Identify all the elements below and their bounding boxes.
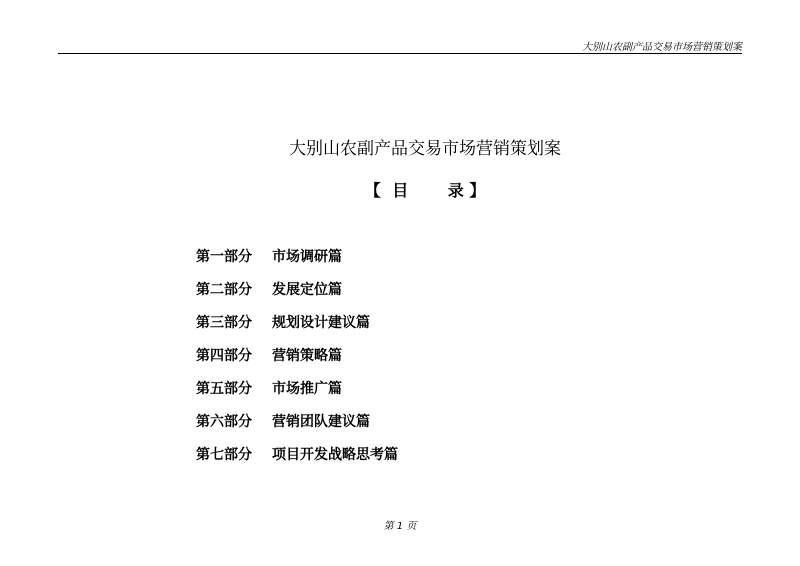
toc-part: 第二部分 xyxy=(196,282,252,298)
toc-name: 项目开发战略思考篇 xyxy=(272,447,398,463)
document-title: 大别山农副产品交易市场营销策划案 xyxy=(289,139,561,159)
toc-close-bracket: 】 xyxy=(469,181,486,200)
toc-heading-word2: 录 xyxy=(447,181,464,200)
toc-item xyxy=(196,312,370,332)
toc-open-bracket: 【 xyxy=(364,181,381,200)
toc-name: 规划设计建议篇 xyxy=(272,315,370,331)
toc-part: 第四部分 xyxy=(196,348,252,364)
page-number: 第 1 页 xyxy=(383,521,417,532)
toc-name: 市场推广篇 xyxy=(272,381,342,397)
toc-name: 发展定位篇 xyxy=(272,282,342,298)
toc-name: 市场调研篇 xyxy=(272,249,342,265)
toc-heading xyxy=(0,178,800,201)
toc-item xyxy=(196,444,398,464)
toc-item xyxy=(196,279,342,299)
toc-item xyxy=(196,246,342,266)
toc-part: 第七部分 xyxy=(196,447,252,463)
toc-item xyxy=(196,345,342,365)
toc-name: 营销策略篇 xyxy=(272,348,342,364)
toc-part: 第三部分 xyxy=(196,315,252,331)
toc-item xyxy=(196,378,342,398)
toc-part: 第五部分 xyxy=(196,381,252,397)
header-divider xyxy=(58,53,742,54)
toc-part: 第六部分 xyxy=(196,414,252,430)
toc-name: 营销团队建议篇 xyxy=(272,414,370,430)
running-header: 大别山农副产品交易市场营销策划案 xyxy=(582,42,742,53)
toc-part: 第一部分 xyxy=(196,249,252,265)
toc-item xyxy=(196,411,370,431)
toc-heading-word1: 目 xyxy=(392,181,409,200)
